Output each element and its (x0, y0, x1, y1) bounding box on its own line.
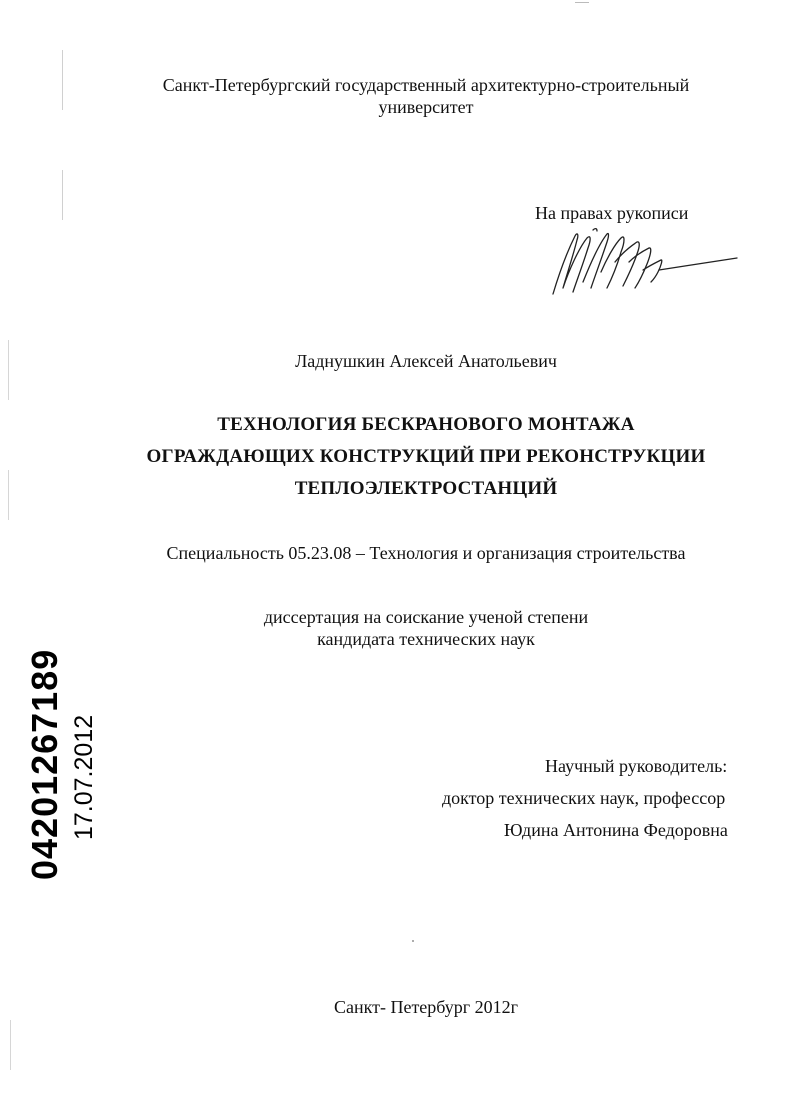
scan-artifact (575, 2, 589, 3)
title-line-2: ОГРАЖДАЮЩИХ КОНСТРУКЦИЙ ПРИ РЕКОНСТРУКЦИИ (146, 446, 706, 467)
scan-artifact (10, 1020, 11, 1070)
supervisor-label: Научный руководитель: (545, 756, 728, 776)
specialty-line: Специальность 05.23.08 – Технология и организация строительства (166, 543, 686, 563)
city-year: Санкт- Петербург 2012г (333, 997, 519, 1017)
title-line-1: ТЕХНОЛОГИЯ БЕСКРАНОВОГО МОНТАЖА (217, 414, 635, 435)
institution-line-1: Санкт-Петербургский государственный архитектурно-строительный (162, 75, 690, 95)
library-stamp-date: 17.07.2012 (70, 714, 98, 840)
manuscript-note: На правах рукописи (535, 203, 689, 223)
supervisor-name: Юдина Антонина Федоровна (504, 820, 728, 840)
supervisor-title: доктор технических наук, профессор (442, 788, 726, 808)
scan-artifact (62, 170, 63, 220)
degree-line-2: кандидата технических наук (317, 629, 535, 649)
library-stamp-number: 04201267189 (24, 648, 65, 880)
scan-artifact (412, 940, 414, 942)
title-line-3: ТЕПЛОЭЛЕКТРОСТАНЦИЙ (294, 478, 558, 499)
author-name: Ладнушкин Алексей Анатольевич (295, 351, 557, 371)
signature-image (545, 222, 740, 302)
institution-line-2: университет (378, 97, 474, 117)
degree-line-1: диссертация на соискание ученой степени (263, 607, 589, 627)
